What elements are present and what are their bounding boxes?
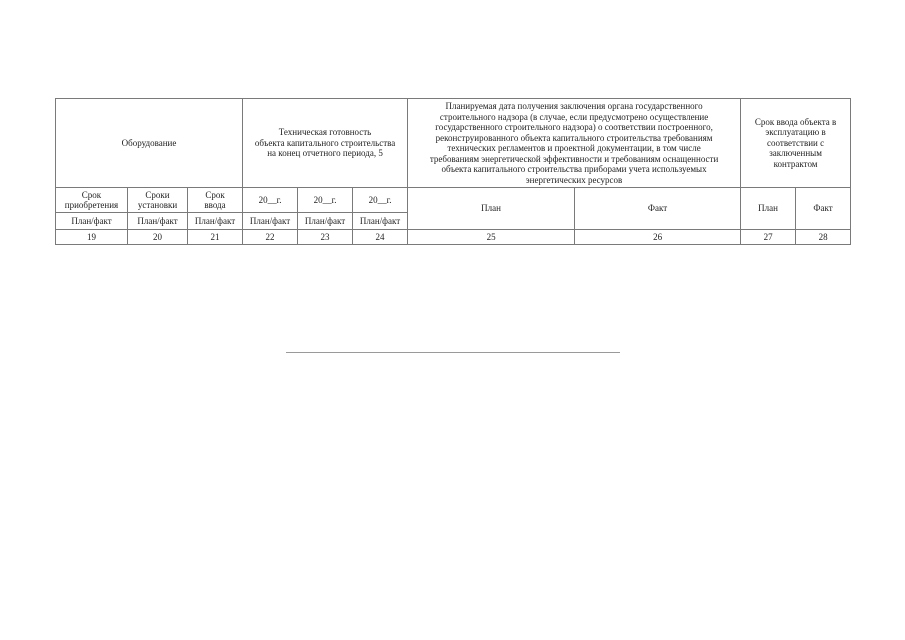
header-equipment: Оборудование <box>56 99 243 188</box>
signature-line <box>286 352 620 353</box>
unit-cell: План/факт <box>128 213 188 230</box>
subheader-commission-plan: План <box>741 188 796 230</box>
header-commissioning-term: Срок ввода объекта в эксплуатацию в соответствии с заключенным контрактом <box>741 99 851 188</box>
subheader-year-1: 20__г. <box>243 188 298 213</box>
column-number: 20 <box>128 230 188 245</box>
subheader-commissioning-term: Срок ввода <box>188 188 243 213</box>
column-number: 21 <box>188 230 243 245</box>
subheader-installation-term: Сроки установки <box>128 188 188 213</box>
subheader-commission-fact: Факт <box>796 188 851 230</box>
column-number: 26 <box>575 230 741 245</box>
header-planned-date: Планируемая дата получения заключения органа государственного строительного надзора (в случае, если предусмотрено осуществление государственного строительного надзора) о соответствии построенного, реконструированного объекта капитального строительства требованиям технических регламентов и проектной документации, в том числе требованиям энергетической эффективности и требованиям оснащенности объекта капитального строительства приборами учета используемых энергетических ресурсов <box>408 99 741 188</box>
subheader-year-3: 20__г. <box>353 188 408 213</box>
table-column-numbers-row <box>56 230 851 245</box>
table-subheader-row <box>56 188 851 213</box>
column-number: 24 <box>353 230 408 245</box>
unit-cell: План/факт <box>353 213 408 230</box>
column-number: 23 <box>298 230 353 245</box>
column-number: 25 <box>408 230 575 245</box>
unit-cell: План/факт <box>56 213 128 230</box>
subheader-acquisition-term: Срок приобретения <box>56 188 128 213</box>
column-number: 19 <box>56 230 128 245</box>
column-number: 28 <box>796 230 851 245</box>
unit-cell: План/факт <box>243 213 298 230</box>
subheader-planned-plan: План <box>408 188 575 230</box>
header-tech-readiness: Техническая готовность объекта капитального строительства на конец отчетного периода, 5 <box>243 99 408 188</box>
report-table <box>55 98 851 245</box>
subheader-planned-fact: Факт <box>575 188 741 230</box>
column-number: 27 <box>741 230 796 245</box>
unit-cell: План/факт <box>298 213 353 230</box>
column-number: 22 <box>243 230 298 245</box>
unit-cell: План/факт <box>188 213 243 230</box>
table-header-row <box>56 99 851 188</box>
subheader-year-2: 20__г. <box>298 188 353 213</box>
